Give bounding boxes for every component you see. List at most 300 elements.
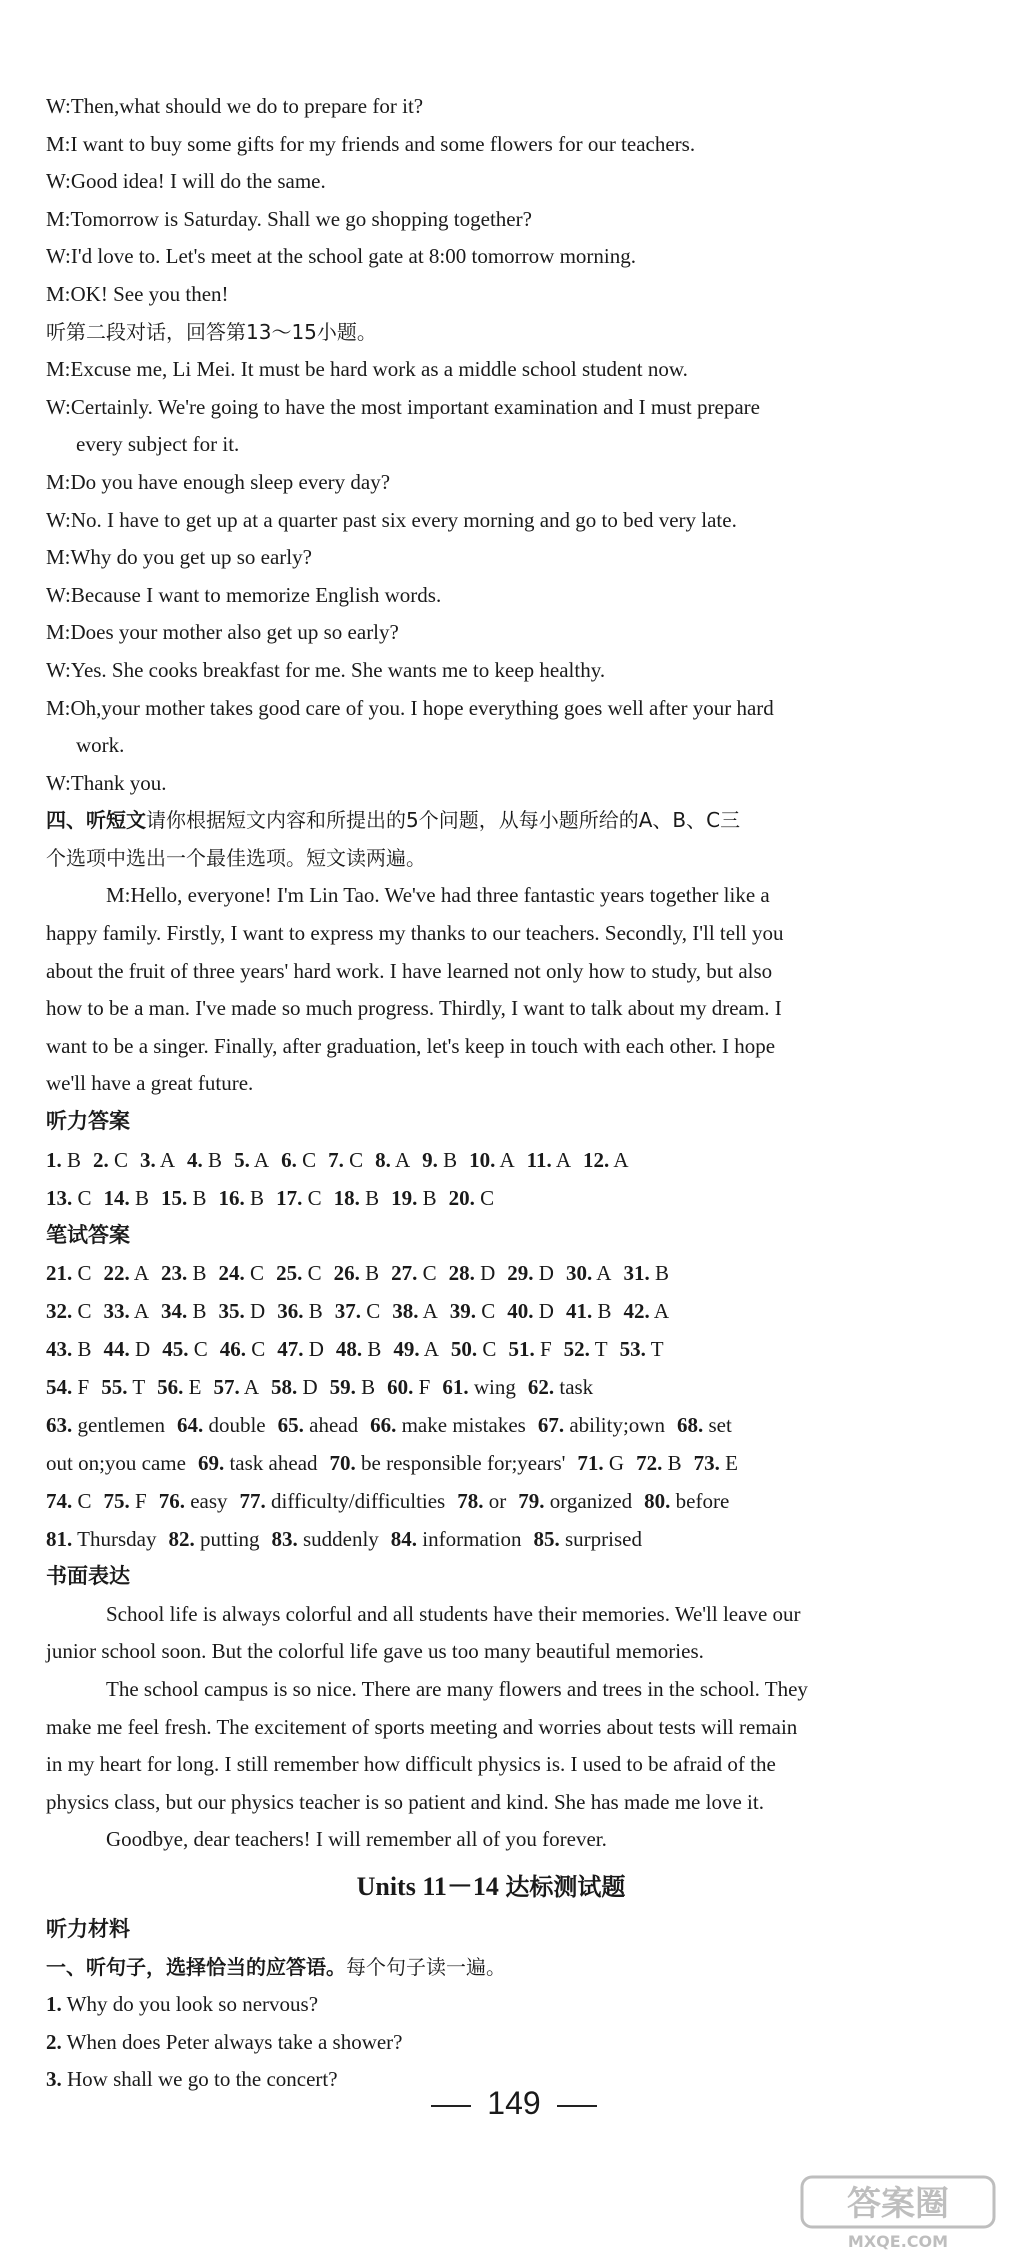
answer-value: easy [190, 1489, 228, 1514]
answer-item [449, 1254, 496, 1292]
answer-value: E [725, 1451, 738, 1476]
answer-item [46, 1520, 156, 1558]
answer-number: 70. [329, 1451, 356, 1476]
question-item [46, 2024, 936, 2062]
answer-number: 56. [157, 1375, 184, 1400]
answer-value: B [250, 1185, 265, 1210]
answer-number: 49. [393, 1337, 420, 1362]
answer-number: 13. [46, 1185, 73, 1210]
answer-item [46, 1406, 165, 1444]
answer-value: C [349, 1147, 364, 1172]
answer-number: 81. [46, 1527, 73, 1552]
answer-value: B [361, 1375, 376, 1400]
passage-line: we'll have a great future. [46, 1071, 254, 1096]
answer-number: 59. [329, 1375, 356, 1400]
answer-number: 73. [693, 1451, 720, 1476]
answer-value: task [559, 1375, 594, 1400]
answer-item [219, 1254, 265, 1292]
answer-value: C [251, 1337, 266, 1362]
answer-number: 77. [239, 1489, 266, 1514]
answer-item [277, 1330, 324, 1368]
answer-item [271, 1368, 318, 1406]
essay-line: Goodbye, dear teachers! I will remember all of you forever. [106, 1827, 607, 1852]
answer-number: 3. [140, 1147, 156, 1172]
page-number-dash-right [557, 2105, 597, 2107]
page-content [46, 88, 936, 2099]
dialogue-2-heading: 听第二段对话，回答第13～15小题。 [46, 319, 377, 344]
answer-item [277, 1292, 323, 1330]
answer-number: 83. [271, 1527, 298, 1552]
answer-item [393, 1330, 439, 1368]
answer-item [46, 1179, 92, 1217]
answer-value: set [708, 1413, 732, 1438]
answer-value: or [488, 1489, 507, 1514]
answer-value: C [480, 1185, 495, 1210]
answer-number: 33. [103, 1299, 130, 1324]
units-title-zh: 达标测试题 [505, 1872, 626, 1901]
answer-number: 8. [375, 1147, 391, 1172]
answer-number: 72. [636, 1451, 663, 1476]
answer-number: 68. [676, 1413, 704, 1438]
answer-item [442, 1368, 516, 1406]
answer-number: 57. [213, 1375, 240, 1400]
answer-value: C [77, 1185, 92, 1210]
answer-number: 4. [187, 1147, 203, 1172]
answer-number: 61. [442, 1375, 469, 1400]
answer-item [177, 1406, 266, 1444]
answer-item [527, 1141, 571, 1179]
answer-number: 75. [103, 1489, 130, 1514]
part-4-instructions [46, 802, 936, 840]
answer-number: 25. [276, 1261, 303, 1286]
part-1-instr: 每个句子读一遍。 [346, 1954, 506, 1979]
answer-value: F [418, 1375, 431, 1400]
dialogue-line: W:Certainly. We're going to have the most important examination and I must prepare [46, 394, 760, 419]
passage-line: happy family. Firstly, I want to express my thanks to our teachers. Secondly, I'll tell you [46, 921, 784, 946]
answer-item [159, 1482, 228, 1520]
answer-number: 64. [176, 1413, 204, 1438]
answer-value: T [650, 1337, 664, 1362]
answer-item [469, 1141, 515, 1179]
answer-row [46, 1254, 936, 1292]
answer-number: 34. [161, 1299, 188, 1324]
answer-value: B [192, 1299, 207, 1324]
answer-item [391, 1179, 437, 1217]
answer-item [623, 1292, 669, 1330]
dialogue-line: M:I want to buy some gifts for my friends and some flowers for our teachers. [46, 131, 696, 156]
passage-line: M:Hello, everyone! I'm Lin Tao. We've had three fantastic years together like a [106, 883, 770, 908]
answer-number: 14. [103, 1185, 130, 1210]
part-1-instructions [46, 1949, 936, 1987]
dialogue-line: W:Then,what should we do to prepare for it? [46, 94, 424, 118]
answer-number: 43. [46, 1337, 73, 1362]
answer-value: D [538, 1299, 554, 1324]
question-number: 2. [46, 2029, 62, 2054]
dialogue-line: W:No. I have to get up at a quarter past six every morning and go to bed very late. [46, 507, 737, 532]
question-text: When does Peter always take a shower? [66, 2029, 403, 2054]
answer-item [451, 1330, 497, 1368]
answer-value: B [308, 1299, 323, 1324]
answer-item [104, 1292, 150, 1330]
answer-number: 71. [577, 1451, 604, 1476]
answer-value: B [667, 1451, 682, 1476]
answer-value: D [308, 1337, 324, 1362]
answer-number: 53. [619, 1337, 646, 1362]
answer-value: C [77, 1261, 92, 1286]
page-number-dash-left [431, 2105, 471, 2107]
answer-item [564, 1330, 608, 1368]
answer-number: 67. [537, 1413, 565, 1438]
answer-number: 65. [277, 1413, 304, 1438]
essay-line: The school campus is so nice. There are many flowers and trees in the school. They [106, 1677, 808, 1701]
answer-item [449, 1179, 495, 1217]
answer-item [220, 1330, 266, 1368]
dialogue-line: M:Do you have enough sleep every day? [46, 469, 391, 494]
answer-value: A [499, 1147, 515, 1172]
answer-value: D [250, 1299, 266, 1324]
answer-number: 18. [333, 1185, 360, 1210]
answer-item [644, 1482, 729, 1520]
answer-value: A [394, 1147, 411, 1172]
answer-number: 52. [563, 1337, 590, 1362]
svg-text:MXQE.COM: MXQE.COM [847, 2232, 949, 2251]
units-title [46, 1863, 936, 1911]
answer-number: 37. [334, 1299, 361, 1324]
answer-item [46, 1330, 92, 1368]
answer-value: B [443, 1147, 458, 1172]
answer-value: be responsible for;years' [361, 1451, 566, 1476]
listening-answers [46, 1141, 936, 1217]
answer-value: task ahead [229, 1451, 318, 1476]
dialogue-line: W:Because I want to memorize English words. [46, 582, 442, 607]
answer-value: B [77, 1337, 92, 1362]
answer-item [387, 1368, 430, 1406]
answer-number: 58. [270, 1375, 298, 1400]
essay-line: make me feel fresh. The excitement of sports meeting and worries about tests will remain [46, 1714, 798, 1739]
answer-value: T [594, 1337, 608, 1362]
answer-value: E [188, 1375, 202, 1400]
answer-item [623, 1254, 669, 1292]
answer-item [336, 1330, 382, 1368]
answer-number: 5. [234, 1147, 250, 1172]
answer-item [391, 1520, 522, 1558]
answer-value: ability;own [569, 1413, 665, 1438]
answer-number: 74. [46, 1489, 73, 1514]
answer-item [46, 1368, 89, 1406]
listening-answers-title: 听力答案 [46, 1109, 130, 1134]
listening-material-title: 听力材料 [46, 1916, 130, 1941]
answer-value: F [77, 1375, 90, 1400]
answer-item [392, 1292, 438, 1330]
answer-item [518, 1482, 632, 1520]
question-text: Why do you look so nervous? [66, 1992, 319, 2017]
answer-item [161, 1179, 207, 1217]
answer-value: B [192, 1185, 207, 1210]
answer-item [677, 1406, 732, 1444]
answer-value: C [307, 1185, 322, 1210]
answer-item [528, 1368, 593, 1406]
answer-value: D [480, 1261, 496, 1286]
answer-number: 46. [219, 1337, 246, 1362]
answer-number: 10. [469, 1147, 496, 1172]
question-number: 1. [46, 1992, 62, 2017]
dialogue-line: M:Why do you get up so early? [46, 545, 312, 570]
answer-number: 11. [526, 1147, 552, 1172]
answer-number: 24. [218, 1261, 245, 1286]
answer-number: 78. [457, 1489, 484, 1514]
dialogue-line: M:Tomorrow is Saturday. Shall we go shopping together? [46, 206, 532, 231]
answer-value: B [192, 1261, 207, 1286]
answer-number: 26. [333, 1261, 360, 1286]
answer-item [46, 1482, 92, 1520]
answer-number: 63. [46, 1413, 73, 1438]
answer-row [46, 1292, 936, 1330]
answer-number: 19. [391, 1185, 418, 1210]
answer-value: B [422, 1185, 437, 1210]
answer-number: 1. [46, 1147, 62, 1172]
answer-number: 9. [422, 1147, 438, 1172]
answer-value: A [596, 1261, 612, 1286]
answer-value: organized [549, 1489, 633, 1514]
answer-value: T [132, 1375, 146, 1400]
answer-item [104, 1179, 150, 1217]
answer-item [330, 1368, 376, 1406]
part-1-label: 一、听句子，选择恰当的应答语。 [46, 1954, 346, 1979]
answer-item [538, 1406, 665, 1444]
answer-value: A [159, 1147, 176, 1172]
answer-item [157, 1368, 201, 1406]
answer-value: B [365, 1185, 380, 1210]
answer-item [508, 1330, 551, 1368]
answer-number: 6. [281, 1147, 297, 1172]
answer-item [276, 1179, 322, 1217]
answer-item [577, 1444, 624, 1482]
answer-value: double [208, 1413, 266, 1438]
svg-text:答案圈: 答案圈 [847, 2184, 949, 2224]
dialogue-line: M:Oh,your mother takes good care of you. I hope everything goes well after your hard [46, 695, 774, 720]
answer-value: F [135, 1489, 147, 1514]
answer-item [507, 1254, 554, 1292]
answer-number: 39. [449, 1299, 477, 1324]
answer-item [278, 1406, 358, 1444]
answer-value: A [555, 1147, 572, 1172]
answer-number: 66. [370, 1413, 397, 1438]
answer-value: make mistakes [401, 1413, 526, 1438]
answer-value: C [366, 1299, 381, 1324]
answer-item [198, 1444, 318, 1482]
dialogue-2 [46, 351, 936, 802]
answer-number: 82. [168, 1527, 195, 1552]
answer-number: 48. [335, 1337, 363, 1362]
answer-item [93, 1141, 128, 1179]
dialogue-line: W:Yes. She cooks breakfast for me. She wants me to keep healthy. [46, 657, 606, 682]
answer-item [187, 1141, 222, 1179]
answer-item [566, 1254, 612, 1292]
answer-value: B [597, 1299, 612, 1324]
answer-item [161, 1254, 207, 1292]
answer-value: Thursday [77, 1527, 157, 1552]
part-4-label: 四、听短文 [46, 808, 146, 833]
answer-item [583, 1141, 629, 1179]
answer-number: 31. [623, 1261, 650, 1286]
answer-value: A [133, 1299, 150, 1324]
answer-value: C [77, 1489, 92, 1514]
answer-value: C [481, 1299, 496, 1324]
question-item [46, 1986, 936, 2024]
answer-value: D [538, 1261, 554, 1286]
answer-value: suddenly [302, 1527, 379, 1552]
answer-item [276, 1254, 322, 1292]
answer-number: 28. [448, 1261, 475, 1286]
answer-row [46, 1482, 936, 1520]
answer-item [234, 1141, 269, 1179]
answer-row [46, 1368, 936, 1406]
writing-title: 书面表达 [46, 1564, 130, 1589]
answer-number: 27. [391, 1261, 418, 1286]
answer-number: 62. [527, 1375, 555, 1400]
answer-number: 32. [46, 1299, 73, 1324]
answer-value: D [302, 1375, 318, 1400]
answer-item [422, 1141, 457, 1179]
part-4-instr-2: 个选项中选出一个最佳选项。短文读两遍。 [46, 845, 426, 870]
answer-number: 15. [161, 1185, 188, 1210]
watermark-logo [798, 2171, 998, 2251]
answer-number: 85. [533, 1527, 560, 1552]
dialogue-1 [46, 88, 936, 314]
answer-value: gentlemen [77, 1413, 165, 1438]
answer-item [168, 1520, 259, 1558]
passage-line: want to be a singer. Finally, after graduation, let's keep in touch with each other. I hope [46, 1033, 776, 1058]
answer-number: 16. [218, 1185, 245, 1210]
answer-number: 12. [583, 1147, 610, 1172]
essay-line: physics class, but our physics teacher is so patient and kind. She has made me love it. [46, 1789, 764, 1814]
answer-value: ahead [309, 1413, 359, 1438]
answer-value: surprised [564, 1527, 642, 1552]
part-4-instr-1: 请你根据短文内容和所提出的5个问题，从每小题所给的A、B、C三 [146, 808, 741, 833]
answer-number: 21. [46, 1261, 73, 1286]
answer-number: 50. [450, 1337, 478, 1362]
answer-number: 60. [387, 1375, 414, 1400]
answer-number: 23. [161, 1261, 188, 1286]
answer-item [240, 1482, 446, 1520]
answer-item [101, 1368, 145, 1406]
dialogue-line: M:Excuse me, Li Mei. It must be hard work as a middle school student now. [46, 357, 688, 382]
answer-number: 29. [507, 1261, 534, 1286]
passage-line: how to be a man. I've made so much progress. Thirdly, I want to talk about my dream. I [46, 996, 782, 1021]
passage [46, 877, 936, 1103]
answer-item [334, 1254, 380, 1292]
answer-number: 84. [390, 1527, 418, 1552]
answer-number: 44. [103, 1337, 130, 1362]
answer-value: C [302, 1147, 317, 1172]
answer-value: A [422, 1299, 438, 1324]
answer-item [620, 1330, 664, 1368]
answer-value: G [608, 1451, 625, 1476]
answer-item [161, 1292, 207, 1330]
dialogue-line: every subject for it. [76, 432, 240, 457]
answer-item [636, 1444, 682, 1482]
answer-value: B [135, 1185, 150, 1210]
answer-item [104, 1482, 147, 1520]
answer-number: 22. [103, 1261, 130, 1286]
answer-number: 54. [46, 1375, 73, 1400]
answer-number: 2. [93, 1147, 109, 1172]
answer-number: 35. [218, 1299, 245, 1324]
answer-item [334, 1179, 380, 1217]
essay-line: School life is always colorful and all students have their memories. We'll leave our [106, 1601, 801, 1626]
answer-value: D [135, 1337, 151, 1362]
answer-number: 51. [508, 1337, 535, 1362]
answer-item [457, 1482, 506, 1520]
essay-line: junior school soon. But the colorful life gave us too many beautiful memories. [46, 1639, 704, 1664]
answer-item [507, 1292, 554, 1330]
units-title-en: Units 11－14 [356, 1871, 499, 1901]
answer-item [391, 1254, 437, 1292]
dialogue-line: W:I'd love to. Let's meet at the school gate at 8:00 tomorrow morning. [46, 244, 636, 269]
essay [46, 1596, 936, 1859]
answer-value: putting [199, 1527, 260, 1552]
answer-item [46, 1254, 92, 1292]
answer-value: B [208, 1147, 223, 1172]
answer-value: A [133, 1261, 150, 1286]
answer-item [566, 1292, 612, 1330]
answer-number: 17. [276, 1185, 303, 1210]
answer-number: 79. [518, 1489, 545, 1514]
answer-number: 45. [162, 1337, 189, 1362]
answer-value: C [77, 1299, 92, 1324]
answer-value: A [613, 1147, 629, 1172]
answer-item [328, 1141, 363, 1179]
answer-number: 55. [101, 1375, 128, 1400]
answer-number: 41. [565, 1299, 593, 1324]
answer-item [271, 1520, 378, 1558]
answer-item [219, 1292, 266, 1330]
answer-item [335, 1292, 381, 1330]
questions [46, 1986, 936, 2099]
answer-number: 47. [277, 1337, 304, 1362]
page-number-value: 149 [487, 2085, 541, 2121]
answer-number: 40. [507, 1299, 534, 1324]
answer-number: 36. [277, 1299, 304, 1324]
written-answers-title: 笔试答案 [46, 1222, 130, 1247]
answer-value: C [307, 1261, 322, 1286]
dialogue-line: work. [76, 733, 125, 758]
question-text: How shall we go to the concert? [67, 2067, 338, 2092]
answer-row [46, 1520, 936, 1558]
answer-item [104, 1254, 150, 1292]
answer-value: C [422, 1261, 437, 1286]
answer-number: 80. [644, 1489, 671, 1514]
answer-value: A [243, 1375, 259, 1400]
answer-row [46, 1141, 936, 1179]
answer-item [375, 1141, 410, 1179]
page-number [0, 2085, 1028, 2122]
answer-item [330, 1444, 566, 1482]
essay-line: in my heart for long. I still remember how difficult physics is. I used to be afraid of the [46, 1752, 776, 1777]
answer-value: B [67, 1147, 82, 1172]
answer-row [46, 1330, 936, 1368]
answer-item [219, 1179, 265, 1217]
answer-item [140, 1141, 175, 1179]
dialogue-line: M:Does your mother also get up so early? [46, 620, 399, 645]
answer-item [694, 1444, 738, 1482]
dialogue-line: W:Thank you. [46, 770, 167, 795]
answer-item [213, 1368, 259, 1406]
answer-value: F [539, 1337, 552, 1362]
answer-value: C [114, 1147, 129, 1172]
question-number: 3. [46, 2067, 62, 2092]
answer-value: C [193, 1337, 208, 1362]
